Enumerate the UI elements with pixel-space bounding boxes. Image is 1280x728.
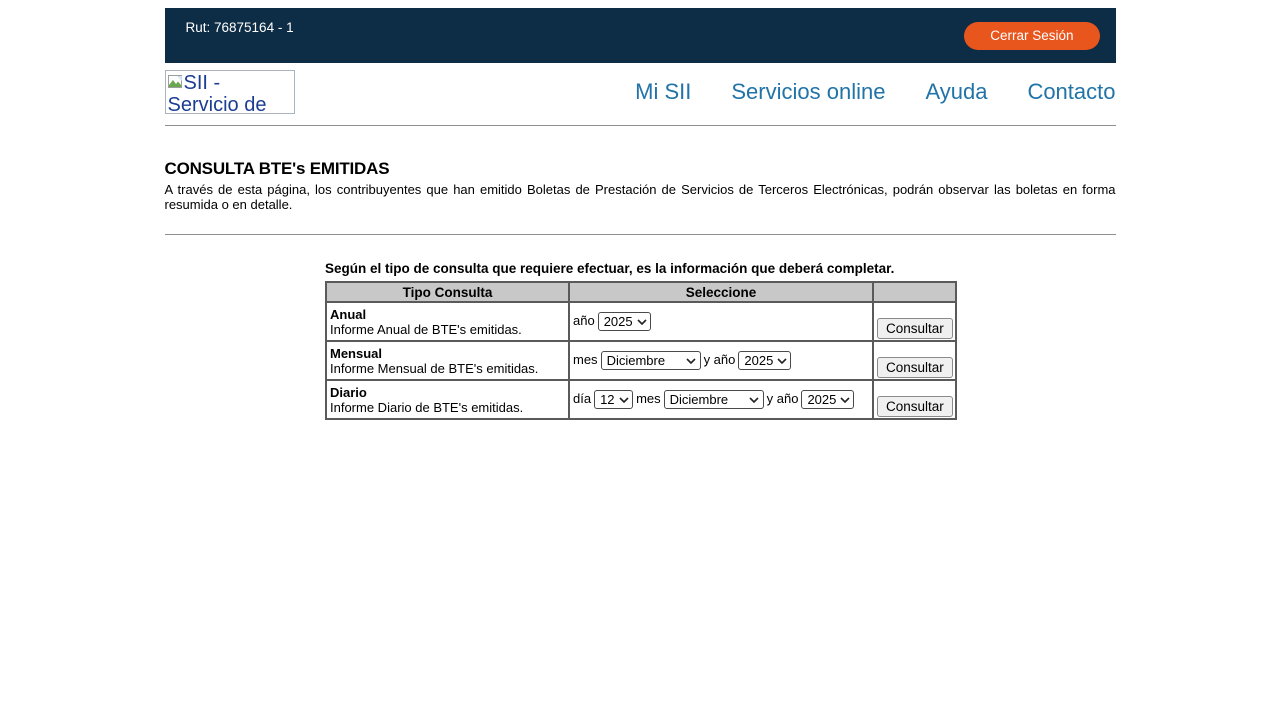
row-anual-type: Anual [330,306,367,322]
diario-year-label: y año [766,390,799,406]
consulta-table [325,281,957,420]
diario-year-select[interactable]: 2025 [801,390,854,409]
table-row-anual [326,302,956,341]
header-tipo-consulta: Tipo Consulta [326,282,569,302]
chevron-down-icon [777,358,787,364]
table-row-diario [326,380,956,419]
nav-ayuda[interactable]: Ayuda [925,79,988,104]
logo-alt-text: SII - Servicio de [167,72,267,114]
chevron-down-icon [637,319,647,325]
page-description: A través de esta página, los contribuyentes que han emitido Boletas de Prestación de Servicios de Terceros Electrónicas, podrán observar las boletas en forma resumida o en detalle. [164,182,1116,212]
page-title: CONSULTA BTE's EMITIDAS [164,159,390,178]
row-diario-type: Diario [330,384,367,400]
row-mensual-desc: Informe Mensual de BTE's emitidas. [330,360,539,376]
diario-month-select[interactable]: Diciembre [664,390,764,409]
consulta-section [325,261,955,420]
mensual-month-select[interactable]: Diciembre [601,351,701,370]
content-divider [165,234,1116,235]
site-header [165,63,1116,125]
main-nav [635,79,1115,105]
session-topbar [165,8,1116,63]
table-row-mensual [326,341,956,380]
diario-day-select[interactable]: 12 [594,390,633,409]
row-diario-desc: Informe Diario de BTE's emitidas. [330,399,524,415]
chevron-down-icon [686,358,696,364]
mensual-year-label: y año [703,351,736,367]
nav-mi-sii[interactable]: Mi SII [635,79,692,104]
diario-day-label: día [573,390,592,406]
header-divider [165,125,1116,126]
consultar-mensual-button[interactable]: Consultar [877,357,953,378]
header-seleccione: Seleccione [569,282,873,302]
row-anual-desc: Informe Anual de BTE's emitidas. [330,321,522,337]
table-header-row [326,282,956,302]
anual-year-select[interactable]: 2025 [598,312,651,331]
diario-month-label: mes [636,390,661,406]
chevron-down-icon [749,397,759,403]
page-container [165,8,1116,420]
consultar-diario-button[interactable]: Consultar [877,396,953,417]
anual-year-label: año [573,312,595,328]
mensual-month-label: mes [573,351,598,367]
nav-servicios-online[interactable]: Servicios online [731,79,886,104]
chevron-down-icon [619,397,629,403]
broken-image-icon [168,75,183,89]
consulta-intro-text: Según el tipo de consulta que requiere efectuar, es la información que deberá completar. [325,261,895,276]
chevron-down-icon [840,397,850,403]
mensual-year-select[interactable]: 2025 [738,351,791,370]
rut-label: Rut: 76875164 - 1 [185,20,294,35]
header-empty [873,282,956,302]
sii-logo-link[interactable] [165,70,295,114]
consultar-anual-button[interactable]: Consultar [877,318,953,339]
cerrar-sesion-button[interactable]: Cerrar Sesión [964,22,1099,50]
row-mensual-type: Mensual [330,345,383,361]
nav-contacto[interactable]: Contacto [1027,79,1116,104]
